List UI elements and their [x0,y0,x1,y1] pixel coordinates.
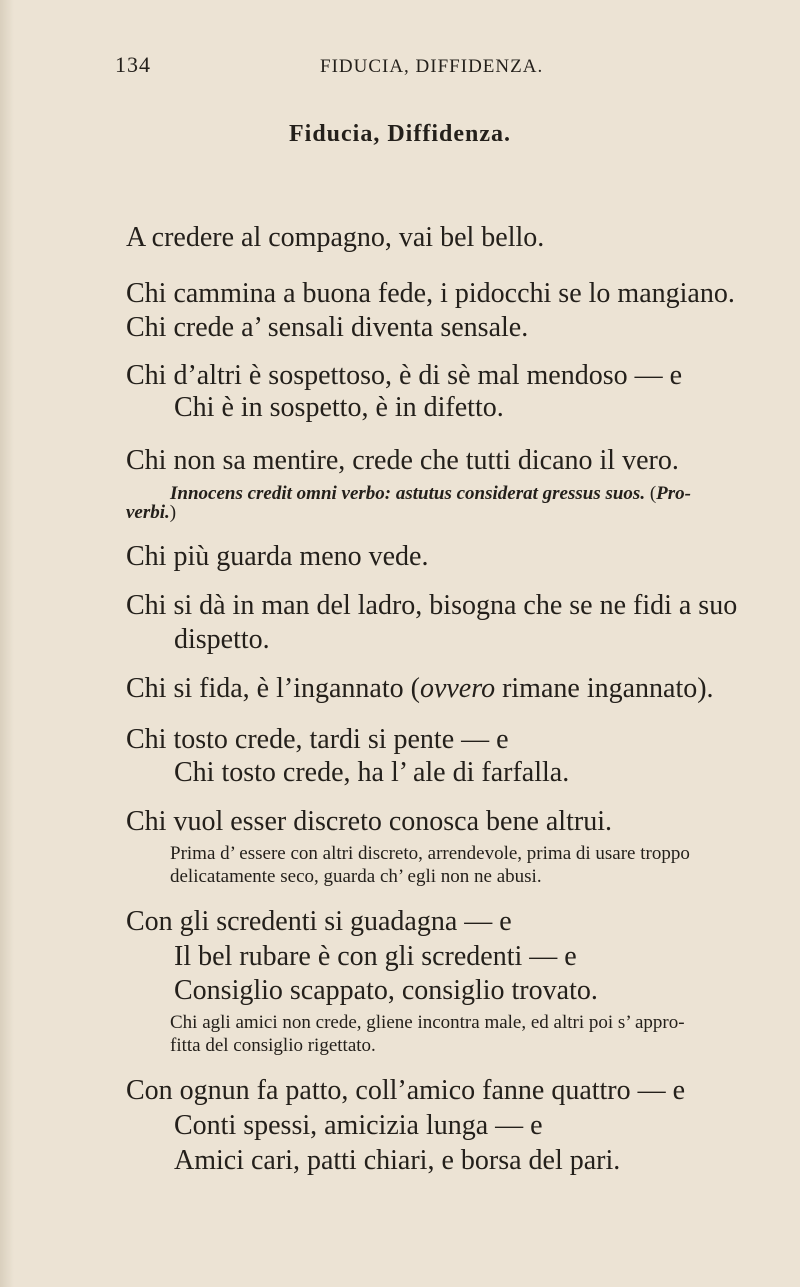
proverb-line: Consiglio scappato, consiglio trovato. [174,975,598,1006]
proverb-line: Chi tosto crede, tardi si pente — e [126,724,509,755]
proverb-line: dispetto. [174,624,270,655]
proverb-line: Con gli scredenti si guadagna — e [126,906,512,937]
proverb-line: Il bel rubare è con gli scredenti — e [174,941,577,972]
explanatory-note: Chi agli amici non crede, gliene incontra male, ed altri poi s’ appro- [170,1012,685,1033]
note-source: Pro- [656,483,691,504]
explanatory-note: Prima d’ essere con altri discreto, arrendevole, prima di usare troppo [170,843,690,864]
proverb-italic: ovvero [419,673,496,704]
proverb-line: Chi d’altri è sospettoso, è di sè mal mendoso — e [126,360,683,391]
section-title: Fiducia, Diffidenza. [289,121,511,147]
latin-note-cont [126,501,176,525]
proverb-line: Con ognun fa patto, coll’amico fanne quattro — e [126,1075,686,1106]
proverb-part: rimane ingannato). [495,673,714,704]
proverb-line: Chi più guarda meno vede. [126,541,429,572]
proverb-line: Chi cammina a buona fede, i pidocchi se lo mangiano. [126,278,735,309]
page-gutter-shadow [0,0,14,1287]
note-source-cont: verbi. [126,502,170,523]
proverb-line: A credere al compagno, vai bel bello. [126,222,545,253]
page-number: 134 [115,52,151,77]
explanatory-note: fitta del consiglio rigettato. [170,1035,376,1056]
proverb-part: Chi si fida, è l’ingannato ( [126,673,420,704]
explanatory-note: delicatamente seco, guarda ch’ egli non ne abusi. [170,866,542,887]
proverb-line: Chi è in sospetto, è in difetto. [174,392,504,423]
proverb-line: Conti spessi, amicizia lunga — e [174,1110,543,1141]
proverb-line: Chi tosto crede, ha l’ ale di farfalla. [174,757,570,788]
proverb-line [126,673,714,705]
proverb-line: Chi non sa mentire, crede che tutti dicano il vero. [126,445,679,476]
note-paren-close: ) [169,502,177,523]
running-head: FIDUCIA, DIFFIDENZA. [320,56,544,77]
note-paren-open: ( [645,483,657,504]
proverb-line: Chi si dà in man del ladro, bisogna che se ne fidi a suo [126,590,738,621]
latin-note [170,482,691,506]
proverb-line: Chi crede a’ sensali diventa sensale. [126,312,529,343]
latin-quote: Innocens credit omni verbo: astutus considerat gressus suos. [170,483,646,504]
proverb-line: Chi vuol esser discreto conosca bene altrui. [126,806,612,837]
proverb-line: Amici cari, patti chiari, e borsa del pari. [174,1145,621,1176]
